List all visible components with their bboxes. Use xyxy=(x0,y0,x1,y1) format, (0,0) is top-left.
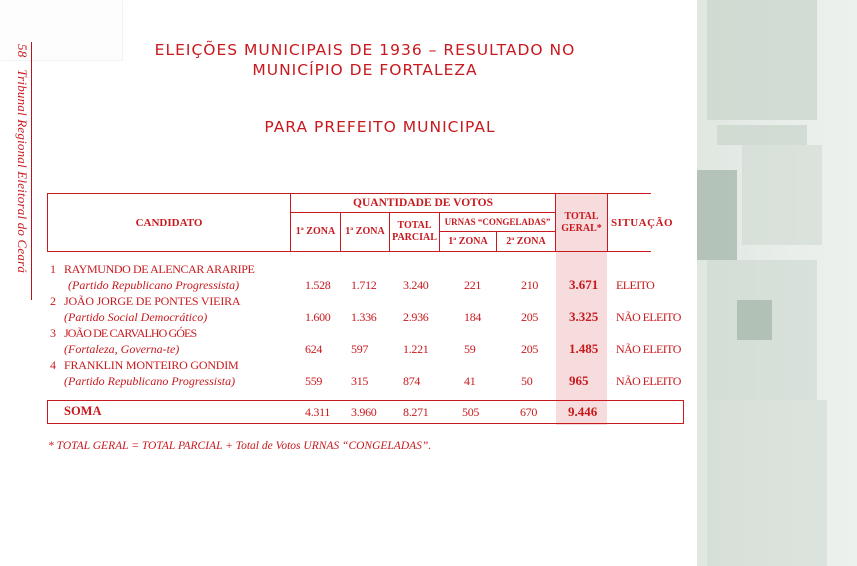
votes-zona2: 597 xyxy=(351,342,369,356)
total-parcial-line1: TOTAL xyxy=(397,220,432,231)
candidate-party: (Partido Social Democrático) xyxy=(64,310,208,324)
votes-total-parcial: 2.936 xyxy=(403,310,429,324)
row-index: 4 xyxy=(50,358,56,372)
total-parcial-line2: PARCIAL xyxy=(392,232,437,243)
total-geral-line1: TOTAL xyxy=(564,210,599,222)
header-urnas: URNAS “CONGELADAS” xyxy=(439,212,556,232)
votes-total-parcial: 1.221 xyxy=(403,342,429,356)
votes-total-geral: 3.671 xyxy=(569,277,599,292)
document-subtitle: PARA PREFEITO MUNICIPAL xyxy=(264,118,496,136)
side-rule xyxy=(31,42,32,300)
votes-total-geral: 1.485 xyxy=(569,341,599,356)
soma-total-parcial: 8.271 xyxy=(403,405,429,419)
row-index: 2 xyxy=(50,294,56,308)
soma-total-geral: 9.446 xyxy=(568,404,598,419)
votes-zona1: 1.600 xyxy=(305,310,331,324)
header-situacao-top-rule xyxy=(607,193,651,194)
candidate-name: FRANKLIN MONTEIRO GONDIM xyxy=(64,358,239,372)
votes-urnas-z1: 221 xyxy=(464,278,482,292)
building-photo xyxy=(697,0,857,566)
votes-zona2: 1.712 xyxy=(351,278,377,292)
votes-urnas-z1: 59 xyxy=(464,342,476,356)
header-total-geral xyxy=(555,193,608,252)
votes-urnas-z1: 184 xyxy=(464,310,482,324)
candidate-party: (Fortaleza, Governa-te) xyxy=(64,342,180,356)
votes-total-geral: 965 xyxy=(569,373,589,388)
document-title xyxy=(130,40,600,80)
votes-zona2: 315 xyxy=(351,374,369,388)
header-total-parcial xyxy=(389,212,440,252)
page-number: 58 xyxy=(15,44,30,58)
candidate-party: (Partido Republicano Progressista) xyxy=(68,278,240,292)
title-line-1: ELEIÇÕES MUNICIPAIS DE 1936 – RESULTADO NO xyxy=(154,41,576,59)
votes-zona1: 1.528 xyxy=(305,278,331,292)
votes-urnas-z1: 41 xyxy=(464,374,476,388)
row-index: 1 xyxy=(50,262,56,276)
header-urnas-zona1: 1ª ZONA xyxy=(439,231,497,252)
header-zona1: 1ª ZONA xyxy=(290,212,341,252)
votes-total-parcial: 3.240 xyxy=(403,278,429,292)
situacao: NÃO ELEITO xyxy=(616,342,681,356)
votes-zona1: 624 xyxy=(305,342,323,356)
votes-urnas-z2: 205 xyxy=(521,342,539,356)
votes-total-geral: 3.325 xyxy=(569,309,599,324)
votes-zona1: 559 xyxy=(305,374,323,388)
total-geral-line2: GERAL* xyxy=(561,222,602,234)
header-candidato: CANDIDATO xyxy=(47,193,291,252)
candidate-name: RAYMUNDO DE ALENCAR ARARIPE xyxy=(64,262,255,276)
votes-urnas-z2: 50 xyxy=(521,374,533,388)
situacao: ELEITO xyxy=(616,278,655,292)
soma-label: SOMA xyxy=(64,404,102,418)
candidate-party: (Partido Republicano Progressista) xyxy=(64,374,236,388)
votes-urnas-z2: 205 xyxy=(521,310,539,324)
votes-urnas-z2: 210 xyxy=(521,278,539,292)
soma-urnas-z2: 670 xyxy=(520,405,538,419)
votes-total-parcial: 874 xyxy=(403,374,421,388)
soma-zona2: 3.960 xyxy=(351,405,377,419)
title-line-2: MUNICÍPIO DE FORTALEZA xyxy=(252,61,478,79)
footnote: * TOTAL GERAL = TOTAL PARCIAL + Total de Votos URNAS “CONGELADAS”. xyxy=(48,440,432,452)
votes-zona2: 1.336 xyxy=(351,310,377,324)
soma-urnas-z1: 505 xyxy=(462,405,480,419)
candidate-name: JOÃO DE CARVALHO GÓES xyxy=(64,326,197,340)
header-situacao: SITUAÇÃO xyxy=(607,193,651,252)
header-quantidade: QUANTIDADE DE VOTOS xyxy=(290,193,556,213)
soma-zona1: 4.311 xyxy=(305,405,331,419)
situacao: NÃO ELEITO xyxy=(616,310,681,324)
situacao: NÃO ELEITO xyxy=(616,374,681,388)
running-title: Tribunal Regional Eleitoral do Ceará xyxy=(15,69,30,274)
row-index: 3 xyxy=(50,326,56,340)
candidate-name: JOÃO JORGE DE PONTES VIEIRA xyxy=(64,294,241,308)
header-urnas-zona2: 2ª ZONA xyxy=(496,231,556,252)
running-header xyxy=(14,44,30,273)
header-zona2: 1ª ZONA xyxy=(340,212,390,252)
